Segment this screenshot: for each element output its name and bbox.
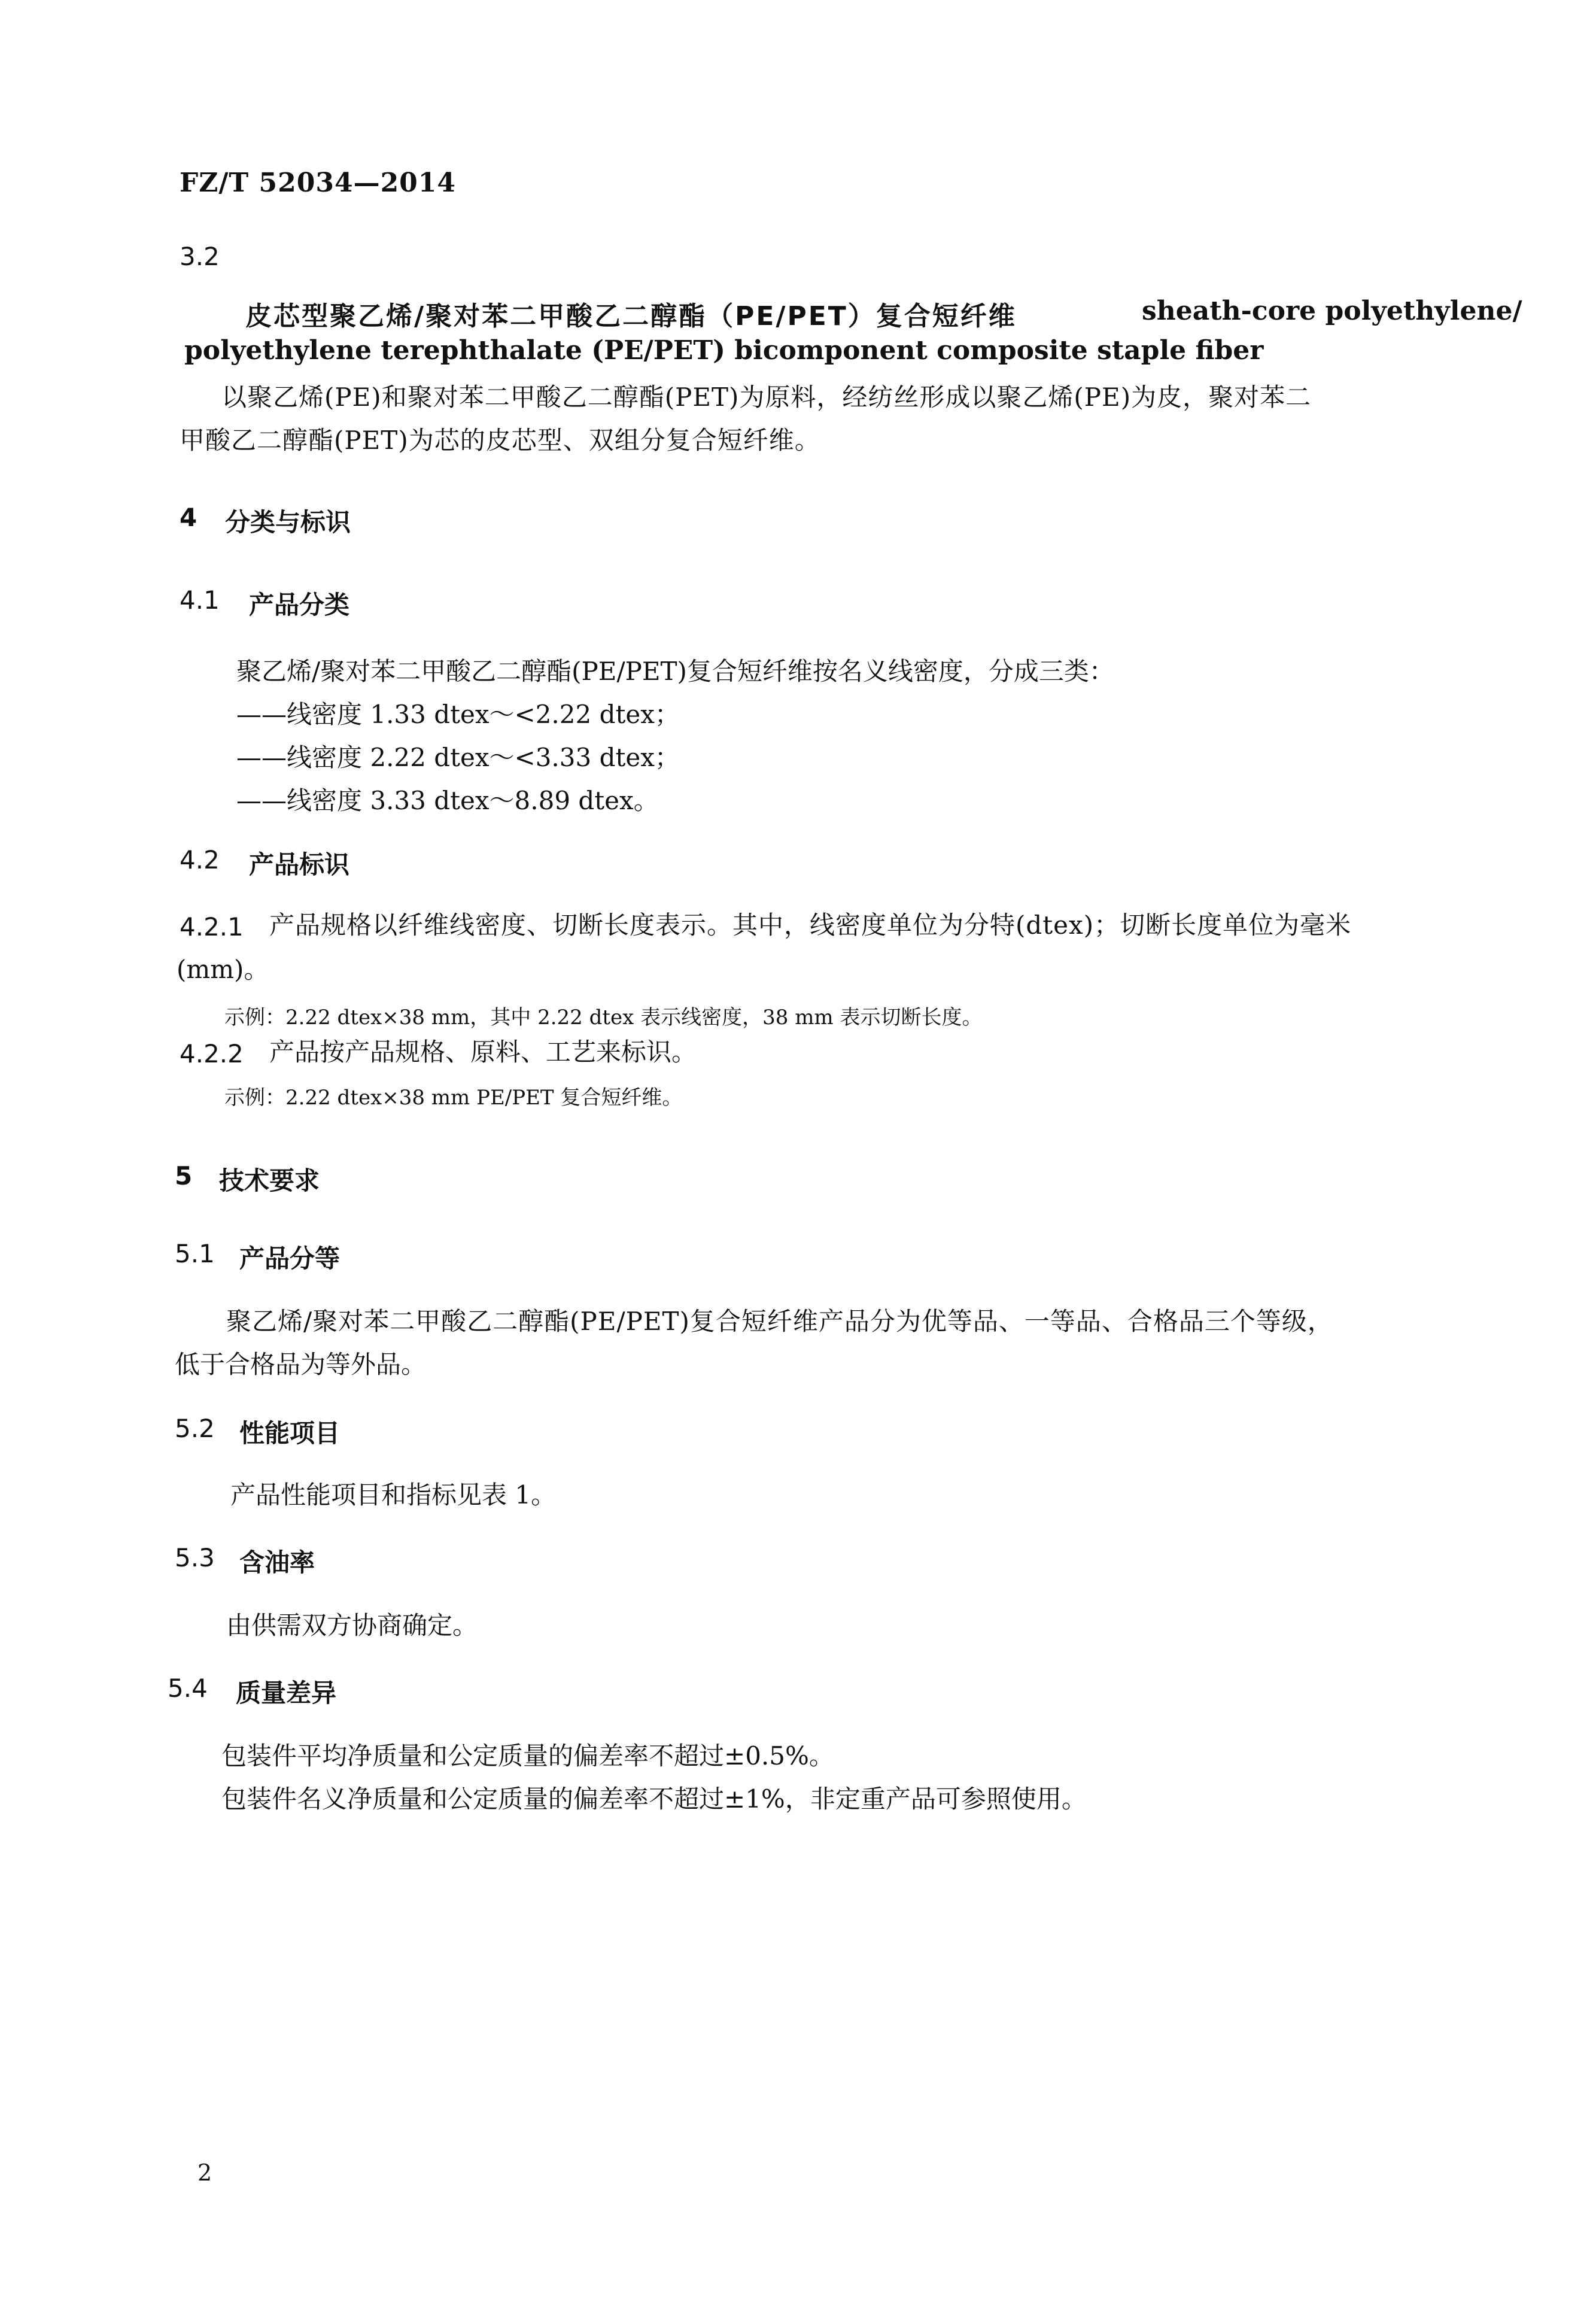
section-title-5-4: 质量差异	[236, 1678, 337, 1708]
clause-number-5-4: 5.4	[168, 1674, 208, 1703]
mass-deviation-line-2: 包装件名义净质量和公定质量的偏差率不超过±1%，非定重产品可参照使用。	[221, 1784, 1087, 1814]
example-4-2-1: 示例：2.22 dtex×38 mm，其中 2.22 dtex 表示线密度，38 mm 表示切断长度。	[224, 1006, 983, 1030]
classification-item-2: ——线密度 2.22 dtex～<3.33 dtex；	[236, 743, 680, 772]
section-title-5-2: 性能项目	[239, 1419, 341, 1448]
grading-text-line-1: 聚乙烯/聚对苯二甲酸乙二醇酯(PE/PET)复合短纤维产品分为优等品、一等品、合格品三个等级，	[226, 1307, 1333, 1336]
oil-content-text: 由供需双方协商确定。	[226, 1611, 478, 1640]
term-title-zh: 皮芯型聚乙烯/聚对苯二甲酸乙二醇酯（PE/PET）复合短纤维	[245, 301, 1017, 332]
clause-number-5-2: 5.2	[175, 1414, 215, 1443]
standard-code-header: FZ/T 52034—2014	[180, 168, 457, 198]
example-4-2-2: 示例：2.22 dtex×38 mm PE/PET 复合短纤维。	[224, 1086, 683, 1110]
clause-number-4-2: 4.2	[180, 845, 220, 874]
clause-number-4-2-2: 4.2.2	[180, 1039, 244, 1068]
spec-text-line-2: (mm)。	[177, 955, 269, 984]
grading-text-line-2: 低于合格品为等外品。	[175, 1350, 427, 1379]
clause-number-5-3: 5.3	[175, 1543, 215, 1572]
term-title-en-line-1: sheath-core polyethylene/	[1142, 296, 1522, 326]
clause-number-3-2: 3.2	[180, 242, 220, 271]
performance-text: 产品性能项目和指标见表 1。	[230, 1480, 557, 1510]
section-title-4: 分类与标识	[225, 508, 351, 537]
page-number: 2	[197, 2160, 212, 2186]
clause-number-4-2-1: 4.2.1	[180, 912, 244, 942]
definition-line-1: 以聚乙烯(PE)和聚对苯二甲酸乙二醇酯(PET)为原料，经纺丝形成以聚乙烯(PE)为皮，聚对苯二	[221, 382, 1312, 412]
section-title-5-3: 含油率	[239, 1548, 315, 1577]
definition-line-2: 甲酸乙二醇酯(PET)为芯的皮芯型、双组分复合短纤维。	[180, 426, 820, 455]
section-title-5-1: 产品分等	[239, 1244, 341, 1273]
spec-text-line-1: 产品规格以纤维线密度、切断长度表示。其中，线密度单位为分特(dtex)；切断长度单位为毫米	[269, 910, 1352, 940]
mass-deviation-line-1: 包装件平均净质量和公定质量的偏差率不超过±0.5%。	[221, 1741, 834, 1771]
classification-item-3: ——线密度 3.33 dtex～8.89 dtex。	[236, 786, 659, 815]
classification-intro: 聚乙烯/聚对苯二甲酸乙二醇酯(PE/PET)复合短纤维按名义线密度，分成三类：	[236, 657, 1114, 686]
section-title-4-1: 产品分类	[249, 590, 350, 619]
classification-item-1: ——线密度 1.33 dtex～<2.22 dtex；	[236, 700, 680, 729]
marking-text: 产品按产品规格、原料、工艺来标识。	[269, 1037, 697, 1067]
clause-number-4: 4	[180, 503, 197, 532]
clause-number-4-1: 4.1	[180, 585, 220, 615]
clause-number-5: 5	[175, 1161, 193, 1191]
section-title-4-2: 产品标识	[249, 850, 350, 879]
term-title-en-line-2: polyethylene terephthalate (PE/PET) bicomponent composite staple fiber	[184, 335, 1264, 366]
clause-number-5-1: 5.1	[175, 1239, 215, 1268]
section-title-5: 技术要求	[219, 1166, 320, 1195]
